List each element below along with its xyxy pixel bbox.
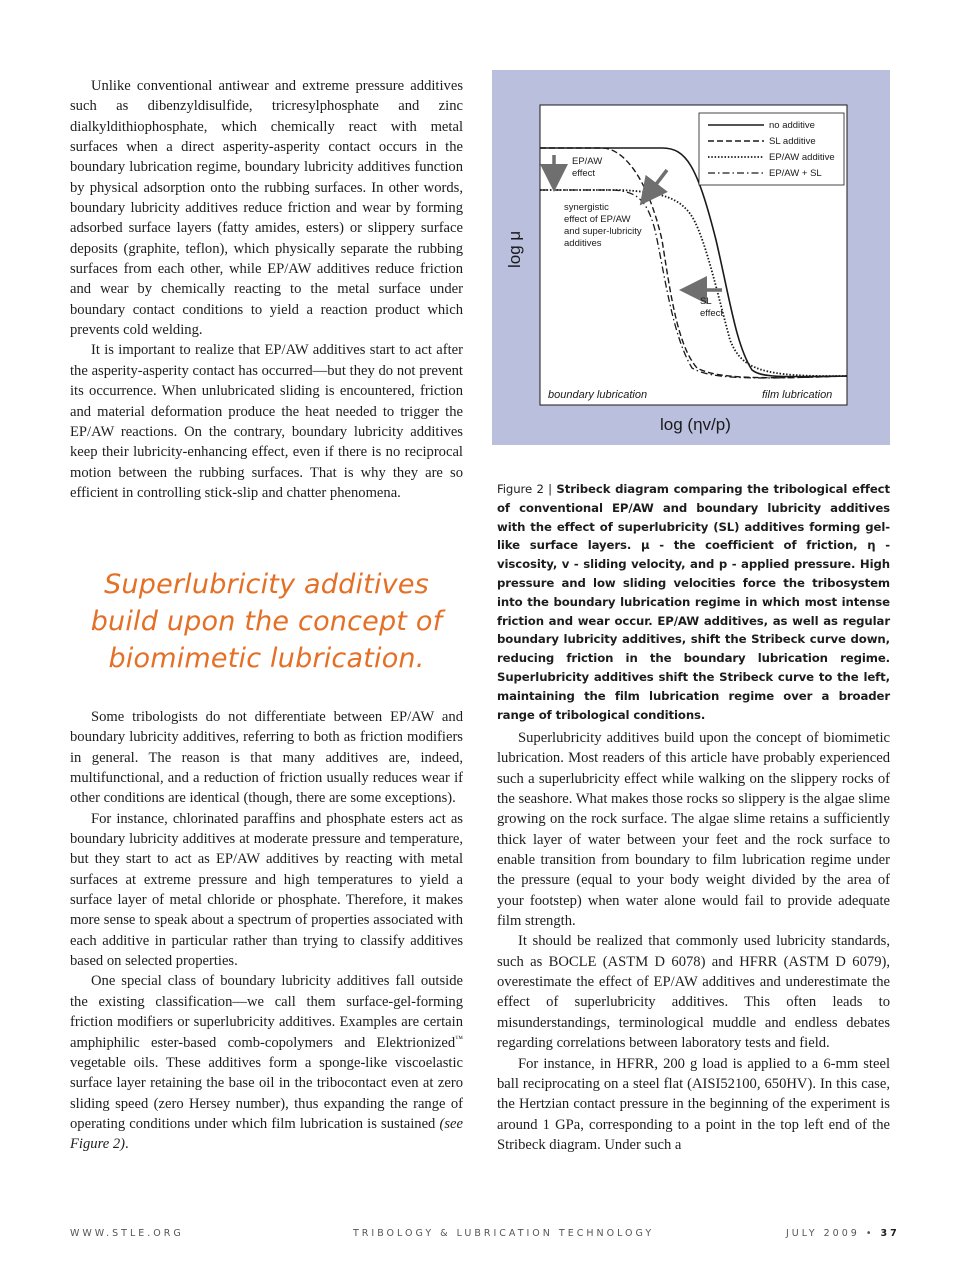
pull-quote [70,566,463,677]
footer-separator: • [865,1228,875,1239]
annotation-sl-effect: SL [700,296,712,307]
figure-caption-text: Stribeck diagram comparing the tribological effect of conventional EP/AW and boundary lubricity additives with the effect of superlubricity (SL) additives forming gel-like surface layers. μ - the coefficient of friction, η - viscosity, v - sliding velocity, and p - applied pressure. High pressure and low sliding velocities force the tribosystem into the boundary lubrication regime in which most intense friction and wear occur. EP/AW additives, as well as regular boundary lubricity additives, shift the Stribeck curve down, reducing friction in the boundary lubrication regime. Superlubricity additives shift the Stribeck curve to the left, maintaining the film lubrication regime over a broader range of tribological conditions. [497,482,890,722]
paragraph [70,971,463,1154]
stribeck-diagram [492,70,890,445]
legend [699,113,844,185]
paragraph: Superlubricity additives build upon the concept of biomimetic lubrication. Most readers of this article have probably experienced such a superlubricity effect while walking on the slippery rocks of the seashore. What makes those rocks so slippery is the algae slime growing on the rock surface. The algae slime retains a sufficiently thick layer of water between your feet and the rock surface to enable transition from boundary to film lubrication regime under the pressure (equal to your body weight divided by the area of your footstep) when water alone would fail to provide adequate film strength. [497,730,890,930]
paragraph-text: One special class of boundary lubricity additives fall outside the existing classification—we call them surface-gel-forming friction modifiers or superlubricity additives. Examples are certain amphiphilic ester-based comb-copolymers and Elektrionized [70,973,463,1051]
annotation-sl-effect: effect [700,308,724,319]
article-column-left-top [70,76,463,503]
footer-magazine-title: TRIBOLOGY & LUBRICATION TECHNOLOGY [353,1228,655,1239]
annotation-synergistic: synergistic [564,202,609,213]
footer-date: JULY 2009 [786,1228,860,1239]
annotation-synergistic: and super-lubricity [564,226,642,237]
footer-page-info [786,1228,900,1239]
paragraph: Unlike conventional antiwear and extreme pressure additives such as dibenzyldisulfide, tricresylphosphate and zinc dialkyldithiophosphate, which chemically react with metal surfaces when a direct asperity-asperity contact occurs in the boundary lubrication regime, boundary lubricity additives function by physical adsorption onto the rubbing surfaces. In other words, boundary lubricity additives reduce friction and wear by forming adsorbed surface layers (fatty amides, esters) or slippery surface deposits (graphite, teflon), which physically separate the rubbing surfaces from each other, while EP/AW additives reduce friction and wear by chemically reacting to the metal surface under boundary contact conditions to yield a reaction product which prevents cold welding. [70,78,463,339]
annotation-epaw-effect: effect [572,168,596,179]
pull-quote-line: build upon the concept of [90,606,443,637]
legend-label: EP/AW + SL [769,168,822,179]
footer-website-link[interactable]: WWW.STLE.ORG [70,1228,184,1239]
x-axis-label: log (ηv/p) [660,415,731,434]
page-number: 37 [880,1228,900,1239]
paragraph: For instance, in HFRR, 200 g load is applied to a 6-mm steel ball reciprocating on a steel flat (AISI52100, 650HV). In this case, the Hertzian contact pressure in the beginning of the experiment is around 1 GPa, corresponding to a point in the top left end of the Stribeck diagram. Under such a [497,1055,890,1153]
stribeck-figure [492,70,890,445]
article-column-left-bottom [70,707,463,1155]
trademark-symbol: ™ [455,1033,463,1043]
label-film-lubrication: film lubrication [762,389,833,401]
annotation-synergistic: effect of EP/AW [564,214,631,225]
legend-label: EP/AW additive [769,152,835,163]
figure-caption-label: Figure 2 | [497,482,557,496]
paragraph-text: . [124,1136,129,1153]
figure-caption [497,480,890,724]
pull-quote-line: biomimetic lubrication. [108,643,425,674]
pull-quote-line: Superlubricity additives [104,569,429,600]
article-column-right-bottom [497,728,890,1155]
legend-label: SL additive [769,136,816,147]
paragraph: It is important to realize that EP/AW additives start to act after the asperity-asperity contact has occurred—but they do not prevent its occurrence. When unlubricated sliding is encountered, friction and material deformation produce the heat needed to trigger the EP/AW reactions. On the contrary, boundary lubricity additives keep their lubricity-enhancing effect, even if there is no reciprocal motion between the rubbing surfaces. That is why they are so efficient in controlling stick-slip and chatter phenomena. [70,342,463,501]
legend-label: no additive [769,120,815,131]
figure-reference-link[interactable]: (see Figure 2) [70,1115,463,1153]
paragraph-text: vegetable oils. These additives form a sponge-like viscoelastic surface layer retaining the base oil in the tribocontact even at zero sliding speed (zero Hersey number), thus expanding the range of operating conditions under which film lubrication is sustained [70,1054,463,1132]
annotation-synergistic: additives [564,238,602,249]
y-axis-label: log μ [505,230,524,268]
paragraph: Some tribologists do not differentiate between EP/AW and boundary lubricity additives, referring to both as friction modifiers in general. The reason is that many additives are, indeed, multifunctional, and a reduction of friction usually reduces wear if other conditions are identical (though, there are some exceptions). [70,709,463,807]
paragraph: It should be realized that commonly used lubricity standards, such as BOCLE (ASTM D 6078) and HFRR (ASTM D 6079), overestimate the effect of EP/AW additives and underestimate the effect of superlubricity additives. This often leads to misunderstandings, terminological muddle and endless debates regarding correlations between laboratory tests and field. [497,933,890,1052]
label-boundary-lubrication: boundary lubrication [548,389,648,401]
paragraph: For instance, chlorinated paraffins and phosphate esters act as boundary lubricity additives at moderate pressure and temperature, but they start to act as EP/AW additives by reacting with metal surfaces at extreme pressure and high temperatures to yield a surface layer of metal chloride or phosphate. Therefore, it makes more sense to speak about a spectrum of properties associated with each additive in particular rather than trying to classify additives based on selected properties. [70,810,463,970]
annotation-epaw-effect: EP/AW [572,156,603,167]
